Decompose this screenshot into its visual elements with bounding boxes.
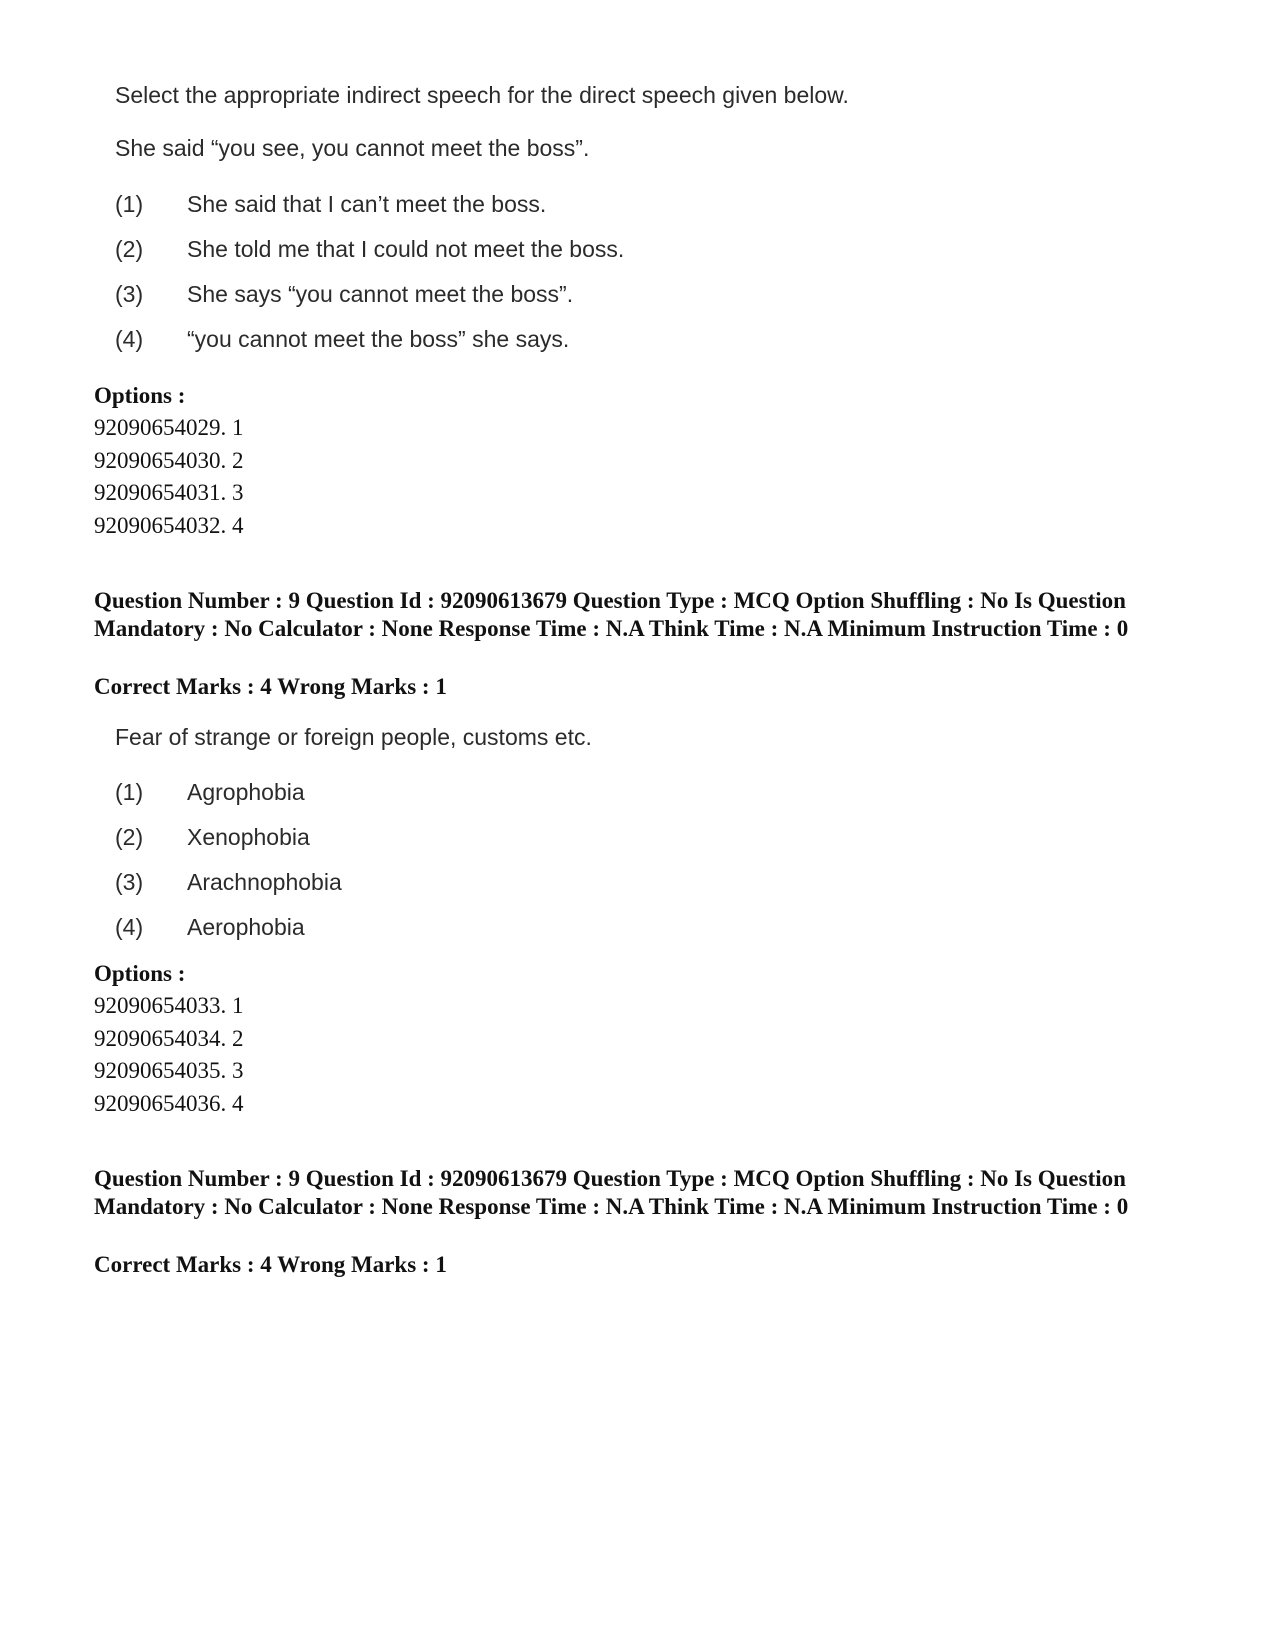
choice-text: Agrophobia	[187, 779, 305, 805]
question-c-meta: Question Number : 9 Question Id : 92090613679 Question Type : MCQ Option Shuffling : No Is Question Mandatory : No Calculator : None Response Time : N.A Think Time : N.A Minimum Instruction Time : 0	[94, 1166, 1129, 1219]
choice-number: (1)	[115, 779, 144, 805]
question-c-marks: Correct Marks : 4 Wrong Marks : 1	[94, 1252, 447, 1277]
question-b-options	[94, 960, 494, 1120]
choice-number: (2)	[115, 236, 144, 262]
options-label: Options :	[94, 383, 186, 408]
option-item: 92090654036. 4	[94, 1091, 244, 1116]
question-a-prompt: She said “you see, you cannot meet the boss”.	[115, 135, 590, 161]
choice-text: Arachnophobia	[187, 869, 342, 895]
choice-number: (4)	[115, 326, 144, 352]
options-label: Options :	[94, 961, 186, 986]
option-item: 92090654031. 3	[94, 480, 244, 505]
question-b-image	[115, 724, 815, 954]
option-item: 92090654034. 2	[94, 1026, 244, 1051]
question-b-meta: Question Number : 9 Question Id : 92090613679 Question Type : MCQ Option Shuffling : No Is Question Mandatory : No Calculator : None Response Time : N.A Think Time : N.A Minimum Instruction Time : 0	[94, 588, 1129, 641]
choice-text: “you cannot meet the boss” she says.	[187, 326, 570, 352]
choice-text: Aerophobia	[187, 914, 305, 940]
option-item: 92090654030. 2	[94, 448, 244, 473]
option-item: 92090654033. 1	[94, 993, 244, 1018]
option-item: 92090654032. 4	[94, 513, 244, 538]
question-b-marks: Correct Marks : 4 Wrong Marks : 1	[94, 674, 447, 699]
choice-number: (4)	[115, 914, 144, 940]
choice-number: (1)	[115, 191, 144, 217]
choice-text: She said that I can’t meet the boss.	[187, 191, 547, 217]
choice-number: (3)	[115, 281, 144, 307]
question-a-image	[115, 82, 1015, 372]
option-item: 92090654029. 1	[94, 415, 244, 440]
choice-number: (2)	[115, 824, 144, 850]
question-a-options	[94, 382, 494, 542]
question-a-instruction: Select the appropriate indirect speech for the direct speech given below.	[115, 82, 849, 108]
option-item: 92090654035. 3	[94, 1058, 244, 1083]
choice-text: Xenophobia	[187, 824, 310, 850]
choice-text: She told me that I could not meet the boss.	[187, 236, 625, 262]
choice-text: She says “you cannot meet the boss”.	[187, 281, 574, 307]
question-b-prompt: Fear of strange or foreign people, customs etc.	[115, 724, 592, 750]
choice-number: (3)	[115, 869, 144, 895]
